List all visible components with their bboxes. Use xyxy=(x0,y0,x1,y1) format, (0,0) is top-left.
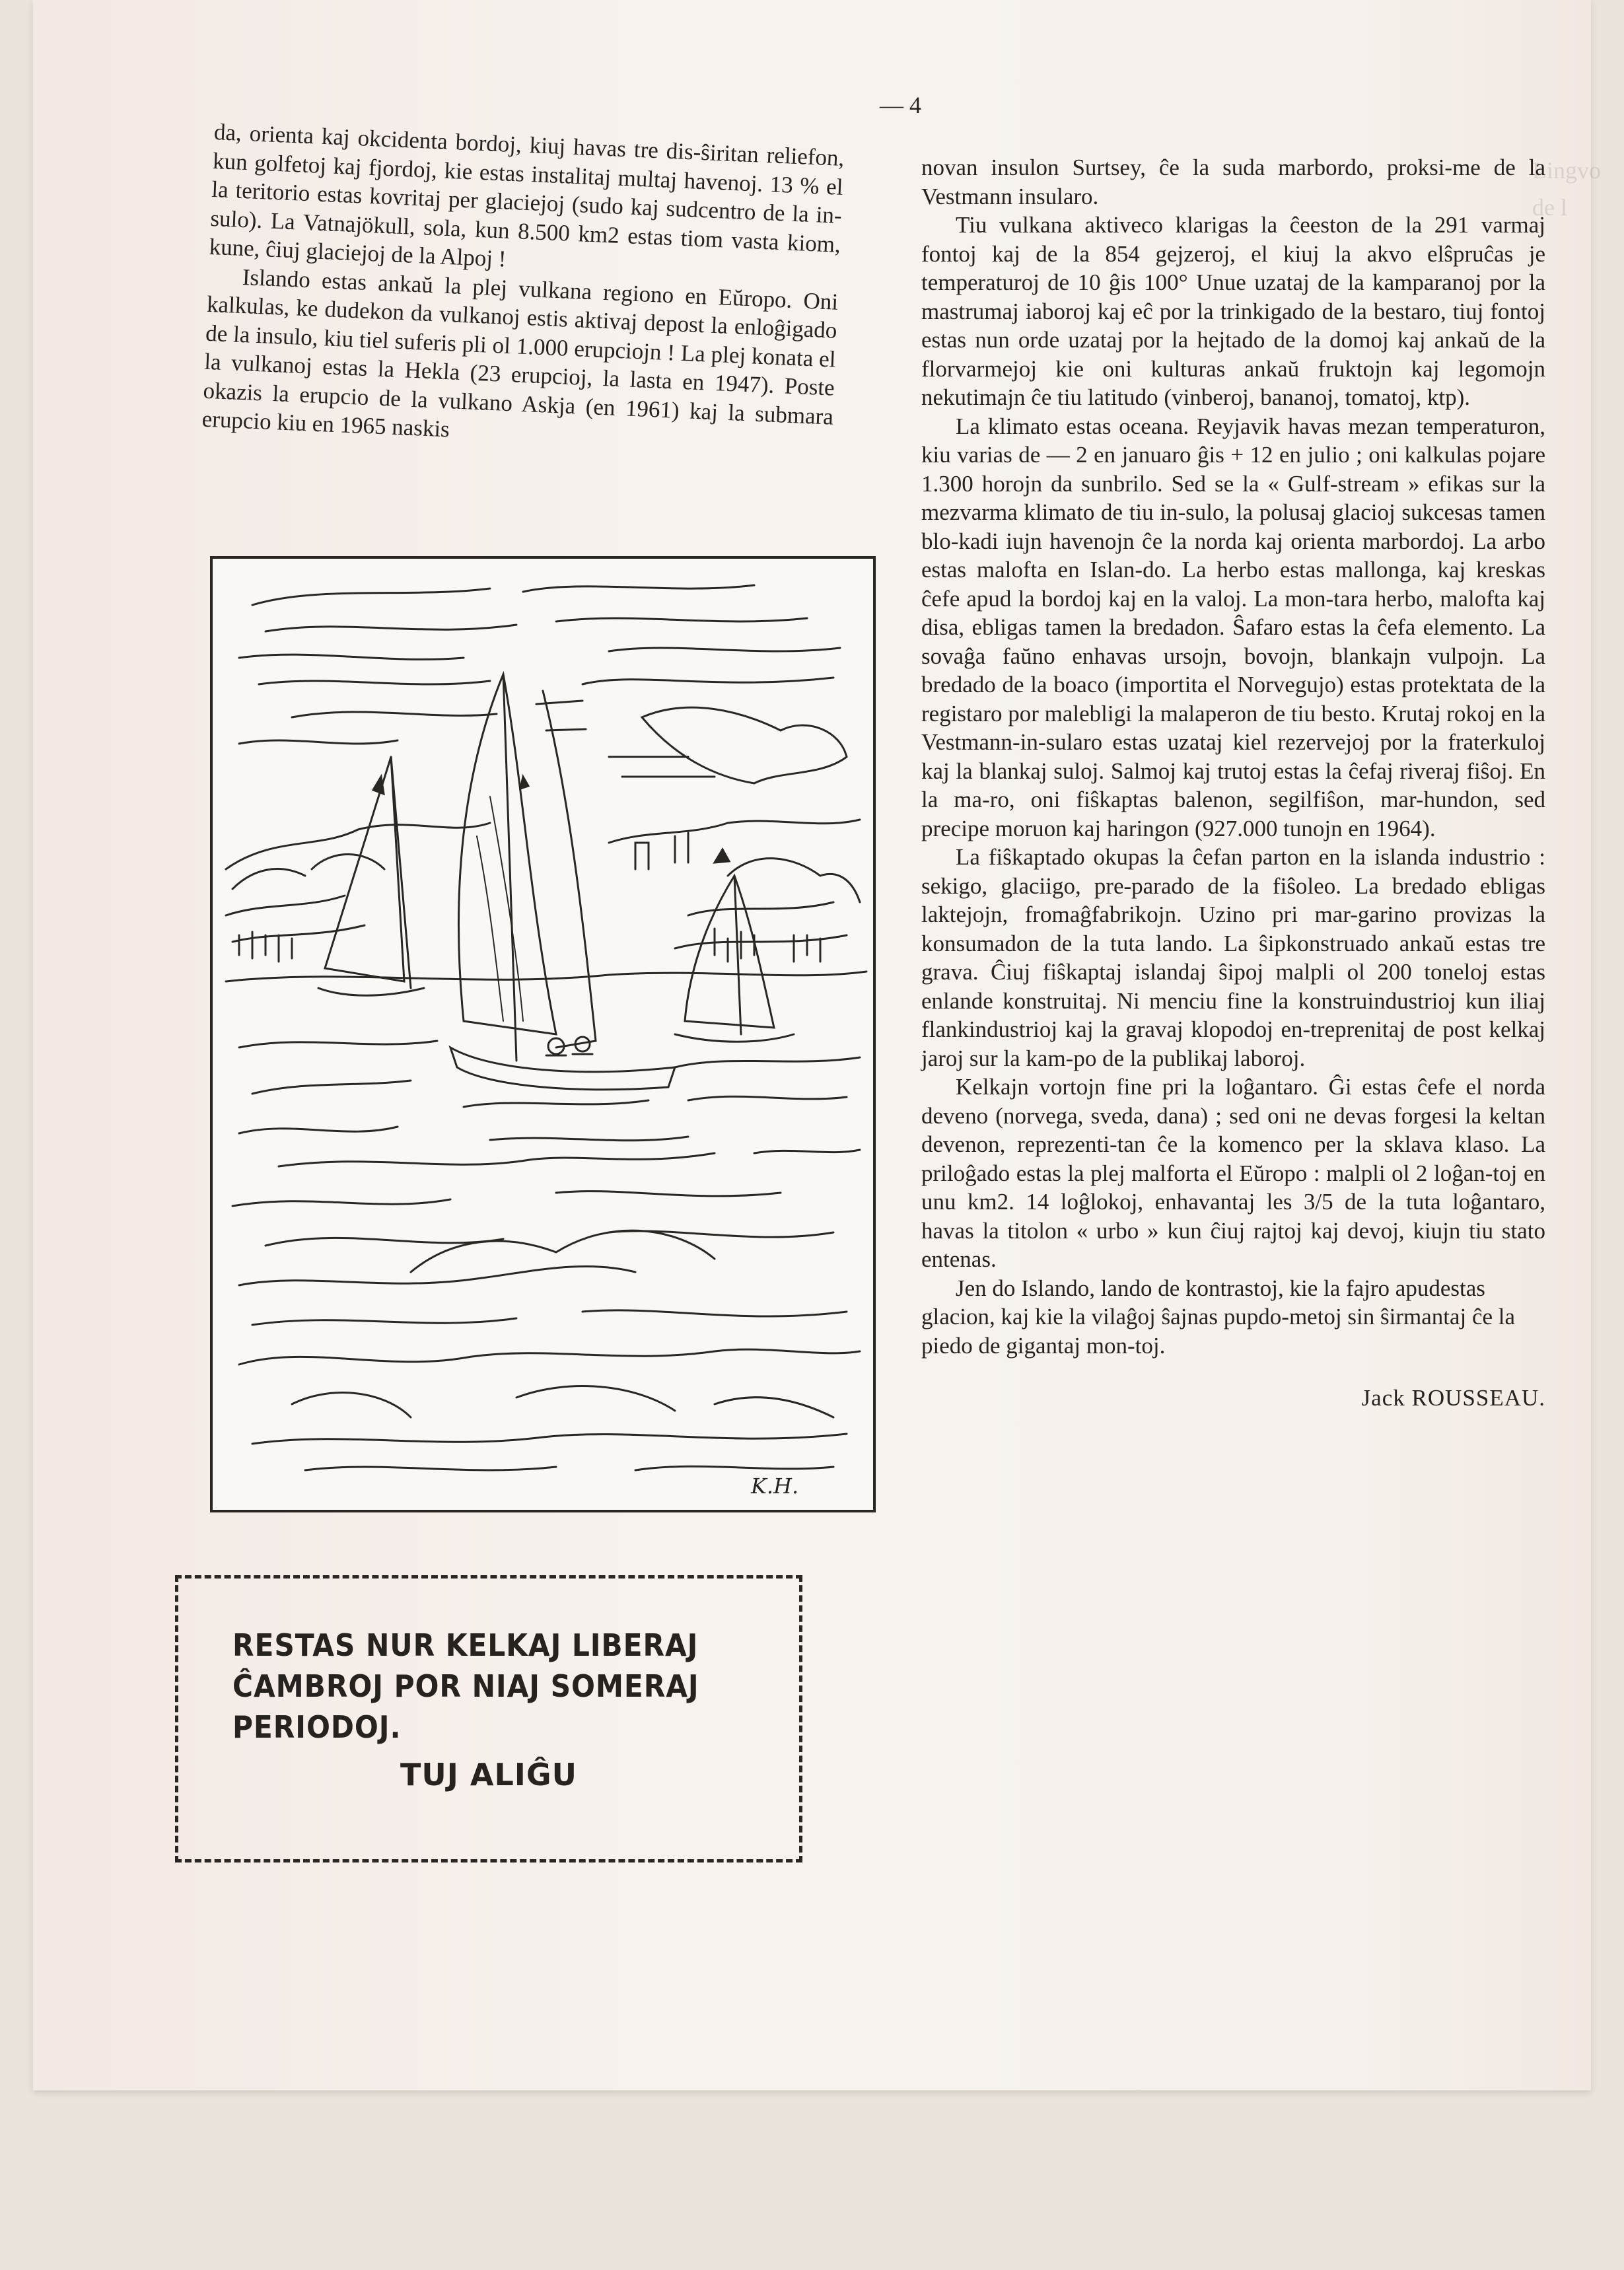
bleed-through-text xyxy=(1532,152,1624,1011)
paragraph: Tiu vulkana aktiveco klarigas la ĉeeston de la 291 varmaj fontoj kaj de la 854 gejzeroj, el kiuj la akvo elŝpruĉas je temperaturoj de 10 ĝis 100° Unue uzataj de la kamparanoj por la mastrumaj iaboroj kaj eĉ por la trinkigado de la bestaro, tiuj fontoj estas nun orde uzataj por la hejtado de la domoj kaj ankaŭ de la florvarmejoj kie oni kulturas ankaŭ fruktojn kaj legomojn nekutimajn ĉe tiu latitudo (vinberoj, bananoj, tomatoj, ktp). xyxy=(921,212,1545,410)
paragraph: Kelkajn vortojn fine pri la loĝantaro. Ĝi estas ĉefe el norda deveno (norvega, sveda, dana) ; sed oni ne devas forgesi la keltan devenon, reprezenti-tan ĉe la komenco per la sklava klaso. La priloĝado estas la plej malforta el Eŭropo : malpli ol 2 loĝan-toj en unu km2. 14 loĝlokoj, enhavantaj les 3/5 de la tuta loĝantaro, havas la titolon « urbo » kun ĉiuj rajtoj kaj devoj, kiujn tiu stato entenas. xyxy=(921,1074,1545,1272)
paragraph: La fiŝkaptado okupas la ĉefan parton en la islanda industrio : sekigo, glaciigo, pre-parado de la fiŝoleo. La bredado ebligas laktejojn, fromaĝfabrikojn. Uzino pri mar-garino provizas la konsumadon de la tuta lando. La ŝipkonstruado ankaŭ estas tre grava. Ĉiuj fiŝkaptaj islandaj ŝipoj malpli ol 200 toneloj estas enlande konstruitaj. Ni menciu fine la konstruindustrioj kun iliaj flankindustrioj kaj la gravaj klopodoj en-treprenitaj de post kelkaj jaroj sur la kam-po de la publikaj laboroj. xyxy=(921,844,1545,1071)
notice-text xyxy=(232,1625,736,1748)
notice-line: ĈAMBROJ POR NIAJ SOMERAJ xyxy=(232,1668,699,1704)
sailboat-illustration xyxy=(210,556,876,1512)
paragraph: Jen do Islando, lando de kontrastoj, kie la fajro apudestas glacion, kaj kie la vilaĝoj ŝajnas pupdo-metoj sin ŝirmantaj ĉe la piedo de gigantaj mon-toj. xyxy=(921,1275,1516,1359)
paragraph: Islando estas ankaŭ la plej vulkana regiono en Eŭropo. Oni kalkulas, ke dudekon da vulkanoj estis aktivaj depost la enloĝigado de la insulo, kiu tiel suferis pli ol 1.000 erupciojn ! La plej konata el la vulkanoj estas la Hekla (23 erupcioj, la lasta en 1947). Poste okazis la erupcio de la vulkano Askja (en 1961) kaj la submara erupcio kiu en 1965 naskis xyxy=(201,264,839,443)
illustration-signature: K.H. xyxy=(751,1473,799,1499)
ghost-heading: Lingvo de l xyxy=(1532,157,1601,221)
paragraph: La klimato estas oceana. Reyjavik havas mezan temperaturon, kiu varias de — 2 en januaro ĝis + 12 en julio ; oni kalkulas pojare 1.300 horojn da sunbrilo. Sed se la « Gulf-stream » efikas sur la mezvarma klimato de tiu in-sulo, la polusaj glacioj sukcesas tamen blo-kadi iujn havenojn ĉe la norda kaj orienta marbordoj. La arbo estas malofta en Islan-do. La herbo estas mallonga, kaj kreskas ĉefe apud la bordoj kaj en la valoj. La mon-tara herbo, malofta kaj disa, ebligas tamen la bredadon. Ŝafaro estas la ĉefa elemento. La sovaĝa faŭno enhavas ursojn, bovojn, blankajn vulpojn. La bredado de la boaco (importita el Norvegujo) estas protektata de la registaro por malebligi la malaperon de tiu besto. Krutaj rokoj en la Vestmann-in-sularo estas uzataj kiel rezervejoj por la fraterkuloj kaj la blankaj suloj. Salmoj kaj trutoj estas la ĉefaj riveraj fiŝoj. En la ma-ro, oni fiŝkaptas balenon, segilfiŝon, mar-hundon, sed precipe moruon kaj haringon (927.000 tunojn en 1964). xyxy=(921,413,1545,841)
notice-line: PERIODOJ. xyxy=(232,1709,402,1745)
paragraph: novan insulon Surtsey, ĉe la suda marbordo, proksi-me de la Vestmann insularo. xyxy=(921,155,1545,209)
paragraph: da, orienta kaj okcidenta bordoj, kiuj havas tre dis-ŝiritan reliefon, kun golfetoj kaj fjordoj, kie estas instalitaj multaj havenoj. 13 % el la teritorio estas kovritaj per glaciejoj (sudo kaj sudcentro de la in-sulo). La Vatnajökull, sola, kun 8.500 km2 estas tiom vasta kiom, kune, ĉiuj glaciejoj de la Alpoj ! xyxy=(208,118,845,272)
notice-line: RESTAS NUR KELKAJ LIBERAJ xyxy=(232,1627,699,1663)
author-name: Jack ROUSSEAU. xyxy=(1361,1385,1545,1411)
left-column-text xyxy=(201,118,845,460)
notice-box xyxy=(175,1575,802,1862)
page-number: — 4 xyxy=(880,92,921,118)
right-column-text xyxy=(921,153,1545,1413)
notice-call-to-action: TUJ ALIĜU xyxy=(400,1757,577,1792)
